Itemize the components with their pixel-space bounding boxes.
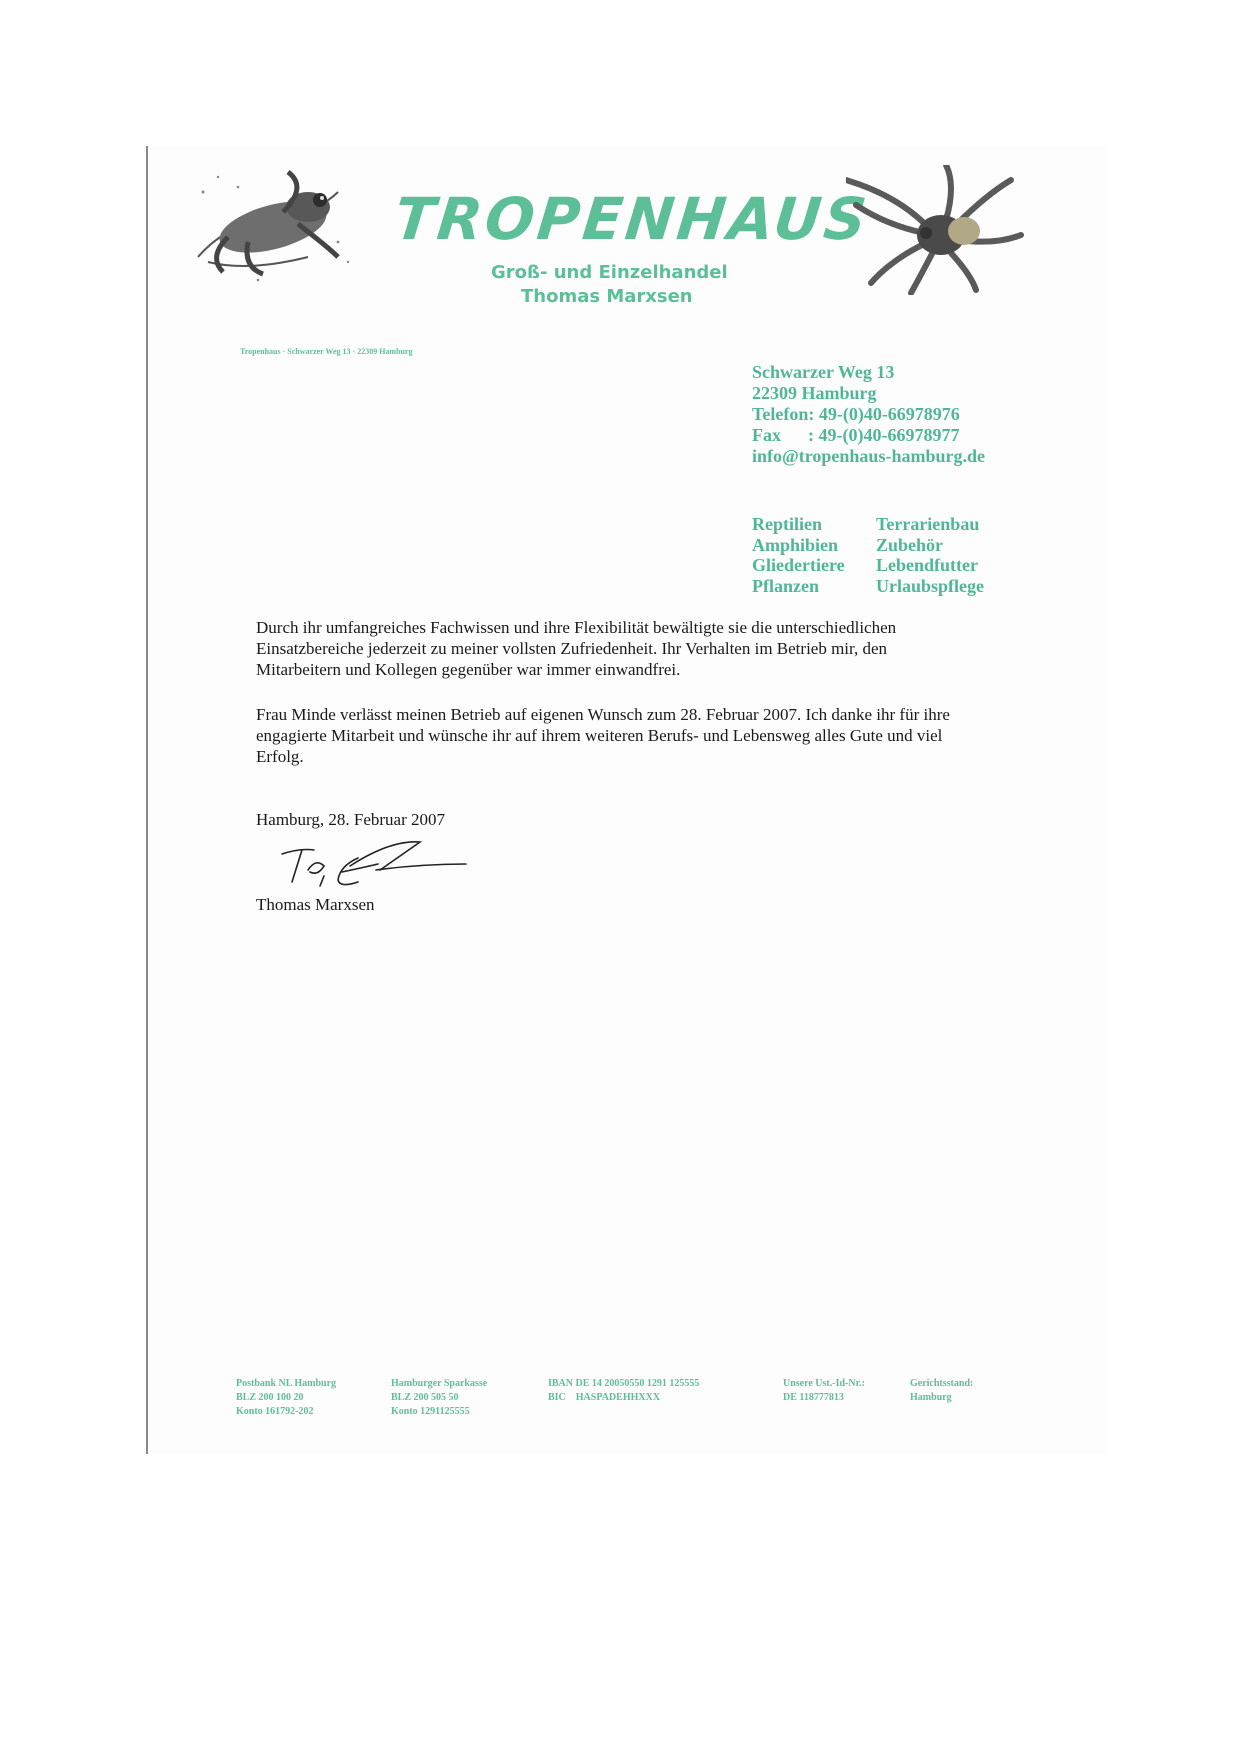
footer-line: BLZ 200 505 50	[391, 1392, 459, 1403]
contact-phone: Telefon: 49-(0)40-66978976	[752, 404, 960, 424]
contact-street: Schwarzer Weg 13	[752, 362, 895, 382]
category-item: Amphibien	[752, 534, 839, 555]
footer-court	[910, 1377, 973, 1405]
letter-paragraph-2: Frau Minde verlässt meinen Betrieb auf eigenen Wunsch zum 28. Februar 2007. Ich danke ihr für ihre engagierte Mitarbeit und wünsche ihr auf ihrem weiteren Berufs- und Lebensweg alles Gute und viel Erfolg.	[256, 705, 950, 766]
footer-line: BIC HASPADEHHXXX	[548, 1392, 661, 1403]
handwritten-signature	[280, 836, 470, 898]
letter-sheet	[146, 146, 1108, 1454]
footer-line: IBAN DE 14 20050550 1291 125555	[548, 1378, 700, 1389]
contact-block	[752, 362, 985, 467]
footer-line: Hamburger Sparkasse	[391, 1378, 488, 1389]
product-categories	[752, 514, 996, 596]
footer-vat-id	[783, 1377, 865, 1405]
frog-logo-icon	[188, 162, 358, 287]
contact-city: 22309 Hamburg	[752, 383, 877, 403]
footer-line: Unsere Ust.-Id-Nr.:	[783, 1378, 865, 1389]
letter-paragraph-1: Durch ihr umfangreiches Fachwissen und ihre Flexibilität bewältigte sie die unterschiedlichen Einsatzbereiche jederzeit zu meiner vollsten Zufriedenheit. Ihr Verhalten im Betrieb mir, den Mitarbeitern und Kollegen gegenüber war immer einwandfrei.	[256, 618, 897, 679]
contact-fax: Fax : 49-(0)40-66978977	[752, 425, 960, 445]
contact-email: info@tropenhaus-hamburg.de	[752, 446, 985, 466]
footer-line: Konto 161792-202	[236, 1406, 314, 1417]
category-item: Gliedertiere	[752, 555, 845, 575]
footer-bank-sparkasse	[391, 1377, 487, 1419]
footer-bank-postbank	[236, 1377, 336, 1419]
category-item: Reptilien	[752, 514, 822, 534]
place-and-date: Hamburg, 28. Februar 2007	[256, 810, 446, 829]
footer-line: Konto 1291125555	[391, 1406, 470, 1417]
category-item: Terrarienbau	[876, 514, 980, 534]
footer-iban	[548, 1377, 699, 1405]
footer-line: BLZ 200 100 20	[236, 1392, 304, 1403]
signer-name: Thomas Marxsen	[256, 895, 375, 914]
company-owner: Thomas Marxsen	[521, 286, 693, 307]
footer-line: Postbank NL Hamburg	[236, 1378, 337, 1389]
company-logo-text: TROPENHAUS	[391, 185, 873, 253]
category-item: Zubehör	[876, 534, 944, 555]
sender-return-address: Tropenhaus · Schwarzer Weg 13 · 22309 Hamburg	[240, 347, 413, 356]
category-item: Pflanzen	[752, 575, 819, 596]
footer-line: Hamburg	[910, 1392, 952, 1403]
company-subtitle: Groß- und Einzelhandel	[491, 262, 728, 283]
category-item: Urlaubspflege	[876, 575, 984, 596]
category-item: Lebendfutter	[876, 555, 978, 575]
footer-line: Gerichtsstand:	[910, 1378, 974, 1389]
tarantula-logo-icon	[846, 165, 1024, 295]
footer-line: DE 118777813	[783, 1392, 844, 1403]
